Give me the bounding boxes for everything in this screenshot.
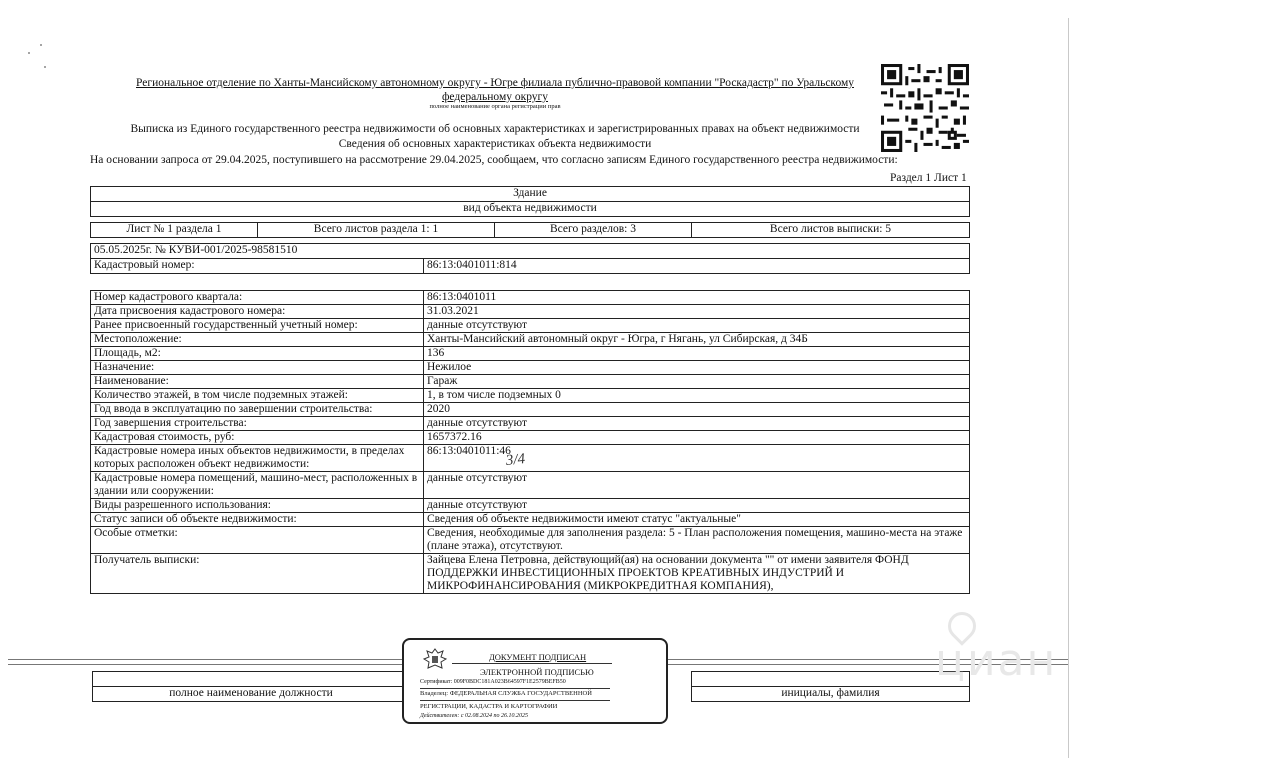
- table-row: [91, 499, 970, 513]
- row-label: Назначение:: [91, 361, 424, 375]
- row-label: Номер кадастрового квартала:: [91, 291, 424, 305]
- stamp-owner-cont: РЕГИСТРАЦИИ, КАДАСТРА И КАРТОГРАФИИ: [420, 703, 558, 710]
- row-label: Кадастровые номера помещений, машино-мест, расположенных в здании или сооружении:: [91, 472, 424, 499]
- row-value: данные отсутствуют: [424, 499, 970, 513]
- scan-speck: [44, 66, 46, 68]
- row-value: 136: [424, 347, 970, 361]
- object-kind-caption: вид объекта недвижимости: [91, 202, 970, 217]
- scan-speck: [40, 44, 42, 46]
- table-row: [91, 389, 970, 403]
- table-row: [91, 375, 970, 389]
- watermark-text: циан: [935, 635, 1058, 686]
- object-kind-value: Здание: [91, 187, 970, 202]
- table-row: [91, 361, 970, 375]
- table-row: [91, 527, 970, 554]
- initials-caption: инициалы, фамилия: [692, 687, 970, 702]
- qr-code-icon: [881, 64, 969, 152]
- table-row: [91, 445, 970, 472]
- basis-text: На основании запроса от 29.04.2025, поступившего на рассмотрение 29.04.2025, сообщаем, что согласно записям Единого государственного реестра недвижимости:: [90, 154, 898, 166]
- row-label: Количество этажей, в том числе подземных этажей:: [91, 389, 424, 403]
- row-label: Площадь, м2:: [91, 347, 424, 361]
- organization-name: Региональное отделение по Ханты-Мансийскому автономному округу - Югре филиала публично-правовой компании "Роскадастр" по Уральскому федеральному округу: [136, 77, 854, 103]
- row-label: Получатель выписки:: [91, 554, 424, 594]
- extract-title-block: [100, 122, 890, 152]
- page-edge-line: [1068, 18, 1069, 758]
- row-value: Зайцева Елена Петровна, действующий(ая) на основании документа "" от имени заявителя ФОНД ПОДДЕРЖКИ ИНВЕСТИЦИОННЫХ ПРОЕКТОВ КРЕАТИВНЫХ ИНДУСТРИЙ И МИКРОФИНАНСИРОВАНИЯ (МИКРОКРЕДИТНАЯ КОМПАНИЯ),: [424, 554, 970, 594]
- total-extract-sheets: Всего листов выписки: 5: [692, 223, 970, 238]
- row-label: Кадастровая стоимость, руб:: [91, 431, 424, 445]
- row-label: Дата присвоения кадастрового номера:: [91, 305, 424, 319]
- stamp-title: ДОКУМЕНТ ПОДПИСАН: [489, 652, 587, 662]
- table-row: [91, 472, 970, 499]
- row-value: 31.03.2021: [424, 305, 970, 319]
- stamp-validity: Действителен: с 02.08.2024 по 26.10.2025: [420, 713, 528, 719]
- document-number: 05.05.2025г. № КУВИ-001/2025-98581510: [91, 244, 970, 259]
- total-sections: Всего разделов: 3: [495, 223, 692, 238]
- table-row: [91, 347, 970, 361]
- table-row: [91, 333, 970, 347]
- scan-speck: [28, 52, 30, 54]
- row-label: Наименование:: [91, 375, 424, 389]
- stamp-certificate: Сертификат: 009F0BDC181A023B64597F1E2579BEFB50: [420, 679, 566, 685]
- characteristics-table: [90, 290, 970, 594]
- row-value: Гараж: [424, 375, 970, 389]
- row-value: Ханты-Мансийский автономный округ - Югра, г Нягань, ул Сибирская, д 34Б: [424, 333, 970, 347]
- row-label: Виды разрешенного использования:: [91, 499, 424, 513]
- table-row: [91, 554, 970, 594]
- state-emblem-icon: [422, 648, 448, 670]
- position-caption: полное наименование должности: [93, 687, 410, 702]
- row-value: данные отсутствуют: [424, 319, 970, 333]
- document-number-table: [90, 243, 970, 274]
- table-row: [91, 319, 970, 333]
- row-value: 1, в том числе подземных 0: [424, 389, 970, 403]
- sheet-info-table: [90, 222, 970, 238]
- row-value: данные отсутствуют: [424, 472, 970, 499]
- row-label: Кадастровые номера иных объектов недвижимости, в пределах которых расположен объект недвижимости:: [91, 445, 424, 472]
- row-value: Сведения, необходимые для заполнения раздела: 5 - План расположения помещения, машино-места на этаже (плане этажа), отсутствуют.: [424, 527, 970, 554]
- row-value: Нежилое: [424, 361, 970, 375]
- table-row: [91, 513, 970, 527]
- row-value: Сведения об объекте недвижимости имеют статус "актуальные": [424, 513, 970, 527]
- extract-title: Выписка из Единого государственного реестра недвижимости об основных характеристиках и зарегистрированных правах на объект недвижимости: [130, 123, 860, 135]
- stamp-owner: Владелец: ФЕДЕРАЛЬНАЯ СЛУЖБА ГОСУДАРСТВЕННОЙ: [420, 690, 592, 697]
- table-row: [91, 403, 970, 417]
- object-kind-table: [90, 186, 970, 217]
- row-value: данные отсутствуют: [424, 417, 970, 431]
- row-value: 2020: [424, 403, 970, 417]
- sheet-number: Лист № 1 раздела 1: [91, 223, 258, 238]
- section-reference: Раздел 1 Лист 1: [890, 172, 967, 184]
- table-row: [91, 291, 970, 305]
- stamp-subtitle: ЭЛЕКТРОННОЙ ПОДПИСЬЮ: [480, 667, 594, 677]
- table-row: [91, 305, 970, 319]
- table-row: [91, 431, 970, 445]
- extract-subtitle: Сведения об основных характеристиках объекта недвижимости: [338, 138, 652, 150]
- row-value: 86:13:0401011:46: [424, 445, 970, 472]
- handwritten-note: 3/4: [505, 451, 526, 469]
- row-label: Год ввода в эксплуатацию по завершении строительства:: [91, 403, 424, 417]
- row-value: 1657372.16: [424, 431, 970, 445]
- table-row: [91, 417, 970, 431]
- row-label: Особые отметки:: [91, 527, 424, 554]
- electronic-signature-stamp: [402, 638, 668, 724]
- row-value: 86:13:0401011: [424, 291, 970, 305]
- organization-caption: полное наименование органа регистрации прав: [429, 103, 561, 110]
- row-label: Статус записи об объекте недвижимости:: [91, 513, 424, 527]
- row-label: Местоположение:: [91, 333, 424, 347]
- cadastral-label: Кадастровый номер:: [91, 259, 424, 274]
- total-section-sheets: Всего листов раздела 1: 1: [258, 223, 495, 238]
- row-label: Год завершения строительства:: [91, 417, 424, 431]
- cadastral-value: 86:13:0401011:814: [424, 259, 970, 274]
- row-label: Ранее присвоенный государственный учетный номер:: [91, 319, 424, 333]
